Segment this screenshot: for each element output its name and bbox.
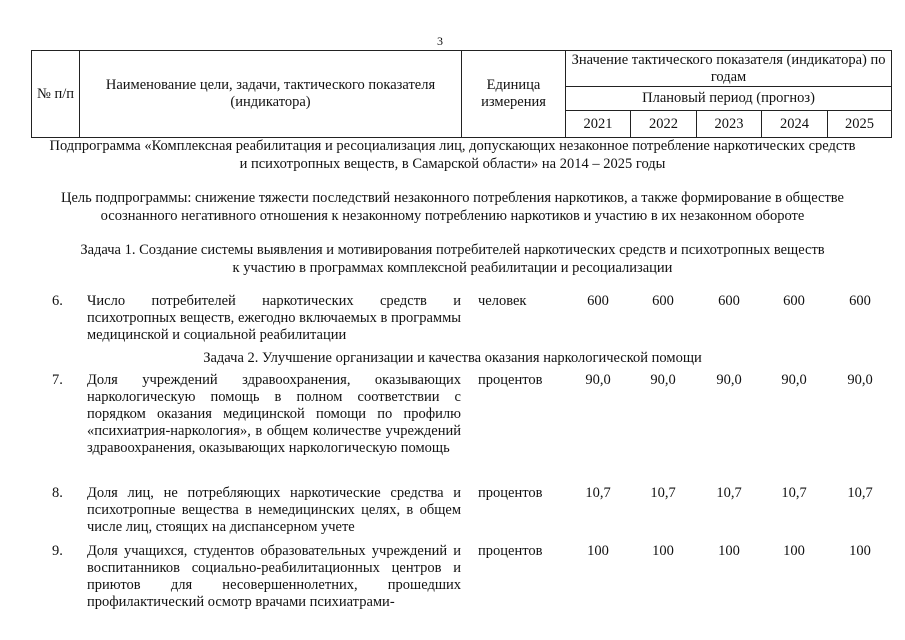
row-value-2021: 10,7 [585, 485, 611, 501]
row-unit: процентов [478, 543, 543, 559]
row-number: 6. [52, 293, 63, 309]
goal-line-2: осознанного негативного отношения к незаконному потреблению наркотиков и участию в их незаконном обороте [100, 208, 805, 224]
row-name: Доля учащихся, студентов образовательных учреждений и воспитанников социально-реабилитационных центров и приютов для несовершеннолетних, прошедших профилактический осмотр врачами психиатрами- [87, 543, 461, 610]
row-name: Доля лиц, не потребляющих наркотические средства и психотропные вещества в немедицинских целях, в общем числе лиц, стоящих на диспансерном учете [87, 485, 461, 535]
goal-line-1: Цель подпрограммы: снижение тяжести последствий незаконного потребления наркотиков, а также формирование в обществе [61, 190, 844, 206]
row-unit: процентов [478, 372, 543, 388]
row-value-2022: 10,7 [650, 485, 676, 501]
row-value-2022: 90,0 [650, 372, 676, 388]
row-value-2023: 90,0 [716, 372, 742, 388]
row-unit: человек [478, 293, 527, 309]
header-year: 2025 [828, 111, 892, 138]
header-year: 2022 [631, 111, 697, 138]
row-value-2025: 10,7 [847, 485, 873, 501]
row-value-2025: 100 [849, 543, 871, 559]
row-value-2023: 600 [718, 293, 740, 309]
row-value-2024: 10,7 [781, 485, 807, 501]
header-period: Плановый период (прогноз) [566, 87, 892, 111]
header-year: 2021 [566, 111, 631, 138]
header-year: 2024 [762, 111, 828, 138]
row-number: 7. [52, 372, 63, 388]
row-name: Доля учреждений здравоохранения, оказывающих наркологическую помощь в полном соответствии с порядком оказания медицинской помощи по профилю «психиатрия-наркология», в общем количестве учреждений здравоохранения, оказывающих наркологическую помощь [87, 372, 461, 456]
row-value-2024: 90,0 [781, 372, 807, 388]
page-number: 3 [437, 34, 443, 48]
row-value-2023: 10,7 [716, 485, 742, 501]
header-table [31, 50, 892, 138]
header-year: 2023 [697, 111, 762, 138]
header-name: Наименование цели, задачи, тактического показателя (индикатора) [80, 51, 462, 138]
row-value-2024: 600 [783, 293, 805, 309]
row-value-2022: 100 [652, 543, 674, 559]
row-value-2021: 100 [587, 543, 609, 559]
row-unit: процентов [478, 485, 543, 501]
row-value-2021: 600 [587, 293, 609, 309]
task1-line-2: к участию в программах комплексной реабилитации и ресоциализации [232, 260, 673, 276]
row-value-2023: 100 [718, 543, 740, 559]
row-value-2021: 90,0 [585, 372, 611, 388]
row-value-2022: 600 [652, 293, 674, 309]
row-number: 8. [52, 485, 63, 501]
header-values: Значение тактического показателя (индикатора) по годам [566, 51, 892, 87]
row-number: 9. [52, 543, 63, 559]
row-name: Число потребителей наркотических средств и психотропных веществ, ежегодно включаемых в программы медицинской и социальной реабилитации [87, 293, 461, 343]
row-value-2025: 600 [849, 293, 871, 309]
subprogram-line-1: Подпрограмма «Комплексная реабилитация и ресоциализация лиц, допускающих незаконное потребление наркотических средств [49, 138, 856, 154]
subprogram-line-2: и психотропных веществ, в Самарской области» на 2014 – 2025 годы [239, 156, 666, 172]
task1-line-1: Задача 1. Создание системы выявления и мотивирования потребителей наркотических средств и психотропных веществ [80, 242, 825, 258]
task2-line-1: Задача 2. Улучшение организации и качества оказания наркологической помощи [203, 350, 702, 366]
row-value-2025: 90,0 [847, 372, 873, 388]
header-num: № п/п [32, 51, 80, 138]
header-unit: Единица измерения [462, 51, 566, 138]
row-value-2024: 100 [783, 543, 805, 559]
